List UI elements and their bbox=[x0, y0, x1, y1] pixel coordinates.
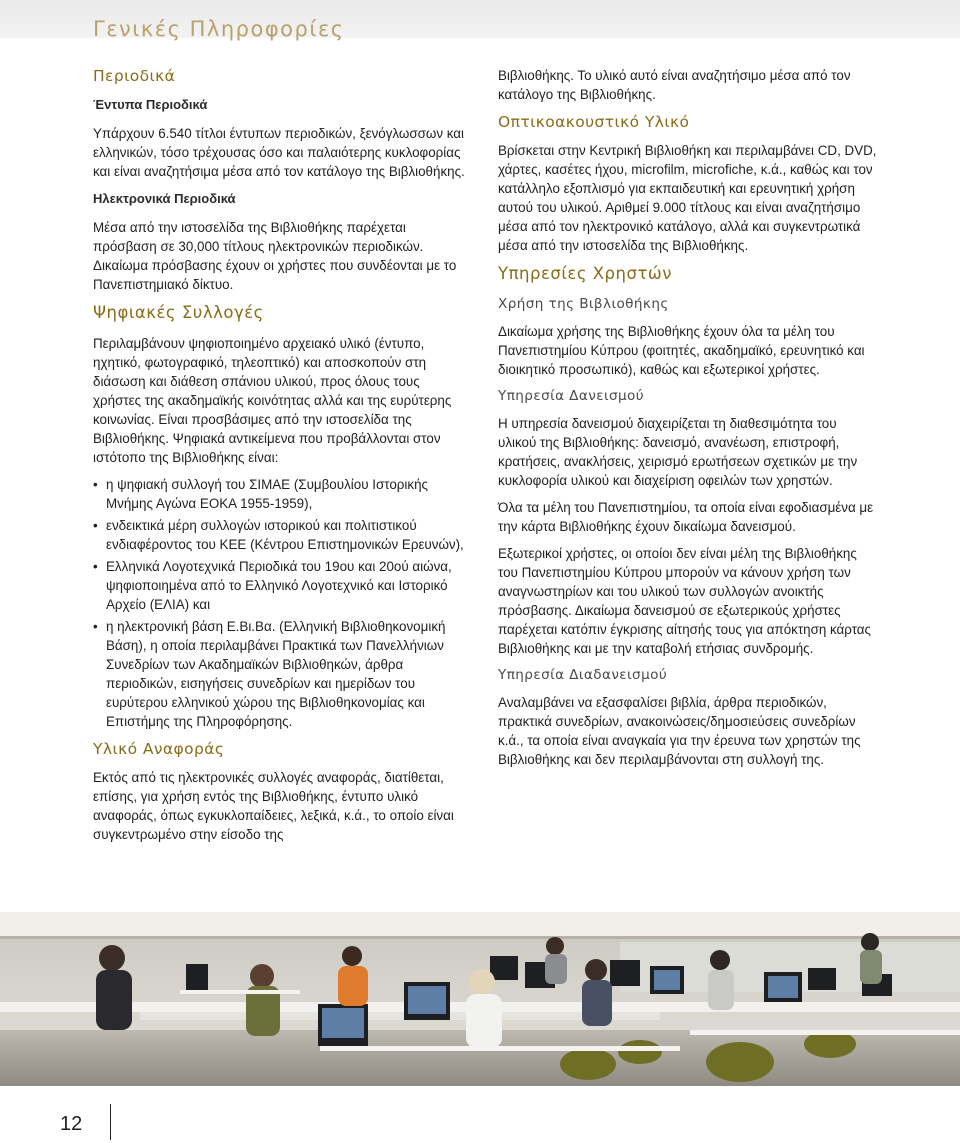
computer-lab-photo bbox=[0, 912, 960, 1086]
right-column bbox=[498, 66, 878, 777]
digital-collections-text: Περιλαμβάνουν ψηφιοποιημένο αρχειακό υλικό (έντυπο, ηχητικό, φωτογραφικό, τηλεοπτικό) και αποσκοπούν στη διάσωση και διάθεση σπάνιου υλικού, προς όλους τους χρήστες της ακαδημαϊκής κοινότητας αλλά και της ευρύτερης κοινωνίας. Είναι προσβάσιμες από την ιστοσελίδα της Βιβλιοθήκης. Ψηφιακά αντικείμενα που προβάλλονται στον ιστότοπο της Βιβλιοθήκης είναι: bbox=[93, 336, 452, 465]
electronic-periodicals-heading: Ηλεκτρονικά Περιοδικά bbox=[93, 191, 236, 206]
left-column bbox=[93, 66, 465, 852]
reference-material-text: Εκτός από τις ηλεκτρονικές συλλογές αναφοράς, διατίθεται, επίσης, για χρήση εντός της Βιβλιοθήκης, έντυπο υλικό αναφοράς, όπως εγκυκλοπαίδειες, λεξικά, κ.ά., το οποίο είναι συγκεντρωμένο στην είσοδο της bbox=[93, 770, 454, 842]
loan-service-text: Η υπηρεσία δανεισμού διαχειρίζεται τη διαθεσιμότητα του υλικού της Βιβλιοθήκης: δανεισμό, ανανέωση, επιστροφή, κρατήσεις, ανακλήσεις, χειρισμό ερωτήσεων σχετικών με την κυκλοφορία υλικού και διαχείριση οφειλών των χρηστών. bbox=[498, 416, 858, 488]
periodicals-heading: Περιοδικά bbox=[93, 67, 176, 85]
list-item: • η ψηφιακή συλλογή του ΣΙΜΑΕ (Συμβουλίου Ιστορικής Μνήμης Αγώνα ΕΟΚΑ 1955-1959), bbox=[93, 475, 465, 513]
footer-divider bbox=[110, 1104, 111, 1140]
page-title: Γενικές Πληροφορίες bbox=[93, 17, 345, 42]
digital-collections-list bbox=[93, 475, 465, 731]
loan-service-heading: Υπηρεσία Δανεισμού bbox=[498, 388, 645, 404]
audiovisual-heading: Οπτικοακουστικό Υλικό bbox=[498, 113, 690, 131]
library-use-text: Δικαίωμα χρήσης της Βιβλιοθήκης έχουν όλα τα μέλη του Πανεπιστημίου Κύπρου (φοιτητές, ακαδημαϊκό, ερευνητικό και διοικητικό προσωπικό), καθώς και εξωτερικοί χρήστες. bbox=[498, 324, 865, 377]
loan-eligibility-text: Όλα τα μέλη του Πανεπιστημίου, τα οποία είναι εφοδιασμένα με την κάρτα Βιβλιοθήκης έχουν δικαίωμα δανεισμού. bbox=[498, 500, 874, 534]
page-number: 12 bbox=[60, 1113, 83, 1135]
library-use-heading: Χρήση της Βιβλιοθήκης bbox=[498, 296, 669, 312]
printed-periodicals-heading: Έντυπα Περιοδικά bbox=[93, 97, 208, 112]
interlibrary-loan-text: Αναλαμβάνει να εξασφαλίσει βιβλία, άρθρα περιοδικών, πρακτικά συνεδρίων, ανακοινώσεις/δημοσιεύσεις συνεδρίων κ.ά., τα οποία είναι αναγκαία για την έρευνα των χρηστών της Βιβλιοθήκης και δεν περιλαμβάνονται στη συλλογή της. bbox=[498, 695, 861, 767]
list-item: • η ηλεκτρονική βάση Ε.Βι.Βα. (Ελληνική Βιβλιοθηκονομική Βάση), η οποία περιλαμβάνει Πρακτικά των Πανελλήνιων Συνεδρίων των Ακαδημαϊκών Βιβλιοθηκών, άρθρα περιοδικών, εισηγήσεις συνεδρίων και ημερίδων του ευρύτερου ελληνικού χώρου της Βιβλιοθηκονομίας και Επιστήμης της Πληροφόρησης. bbox=[93, 617, 465, 731]
reference-material-heading: Υλικό Αναφοράς bbox=[93, 740, 225, 758]
digital-collections-heading: Ψηφιακές Συλλογές bbox=[93, 303, 264, 322]
reference-continuation-text: Βιβλιοθήκης. Το υλικό αυτό είναι αναζητήσιμο μέσα από τον κατάλογο της Βιβλιοθήκης. bbox=[498, 68, 851, 102]
user-services-heading: Υπηρεσίες Χρηστών bbox=[498, 264, 672, 283]
interlibrary-loan-heading: Υπηρεσία Διαδανεισμού bbox=[498, 667, 668, 683]
list-item: • ενδεικτικά μέρη συλλογών ιστορικού και πολιτιστικού ενδιαφέροντος του ΚΕΕ (Κέντρου Επιστημονικών Ερευνών), bbox=[93, 516, 465, 554]
electronic-periodicals-text: Μέσα από την ιστοσελίδα της Βιβλιοθήκης παρέχεται πρόσβαση σε 30,000 τίτλους ηλεκτρονικών περιοδικών. Δικαίωμα πρόσβασης έχουν οι χρήστες που συνδέονται με το Πανεπιστημιακό δίκτυο. bbox=[93, 220, 457, 292]
external-users-text: Εξωτερικοί χρήστες, οι οποίοι δεν είναι μέλη της Βιβλιοθήκης του Πανεπιστημίου Κύπρου μπορούν να κάνουν χρήση των αναγνωστηρίων και του υλικού των συλλογών ανοικτής πρόσβασης. Δικαίωμα δανεισμού σε εξωτερικούς χρήστες παρέχεται κατόπιν έγκρισης αίτησής τους για απόκτηση κάρτας Βιβλιοθήκης και με την καταβολή ετήσιας συνδρομής. bbox=[498, 546, 872, 656]
audiovisual-text: Βρίσκεται στην Κεντρική Βιβλιοθήκη και περιλαμβάνει CD, DVD, χάρτες, κασέτες ήχου, microfilm, microfiche, κ.ά., καθώς και τον κατάλληλο εξοπλισμό για εκπαιδευτική και ερευνητική χρήση αυτού του υλικού. Αριθμεί 9.000 τίτλους και είναι αναζητήσιμο μέσα από τον ηλεκτρονικό κατάλογο, αλλά και συγκεντρωτικά μέσα από την ιστοσελίδα της Βιβλιοθήκης. bbox=[498, 143, 877, 253]
list-item: • Ελληνικά Λογοτεχνικά Περιοδικά του 19ου και 20ού αιώνα, ψηφιοποιημένα από το Ελληνικό Λογοτεχνικό και Ιστορικό Αρχείο (ΕΛΙΑ) και bbox=[93, 557, 465, 614]
printed-periodicals-text: Υπάρχουν 6.540 τίτλοι έντυπων περιοδικών, ξενόγλωσσων και ελληνικών, τόσο τρέχουσας όσο και παλαιότερης κυκλοφορίας και είναι αναζητήσιμα μέσα από τον κατάλογο της Βιβλιοθήκης. bbox=[93, 126, 465, 179]
